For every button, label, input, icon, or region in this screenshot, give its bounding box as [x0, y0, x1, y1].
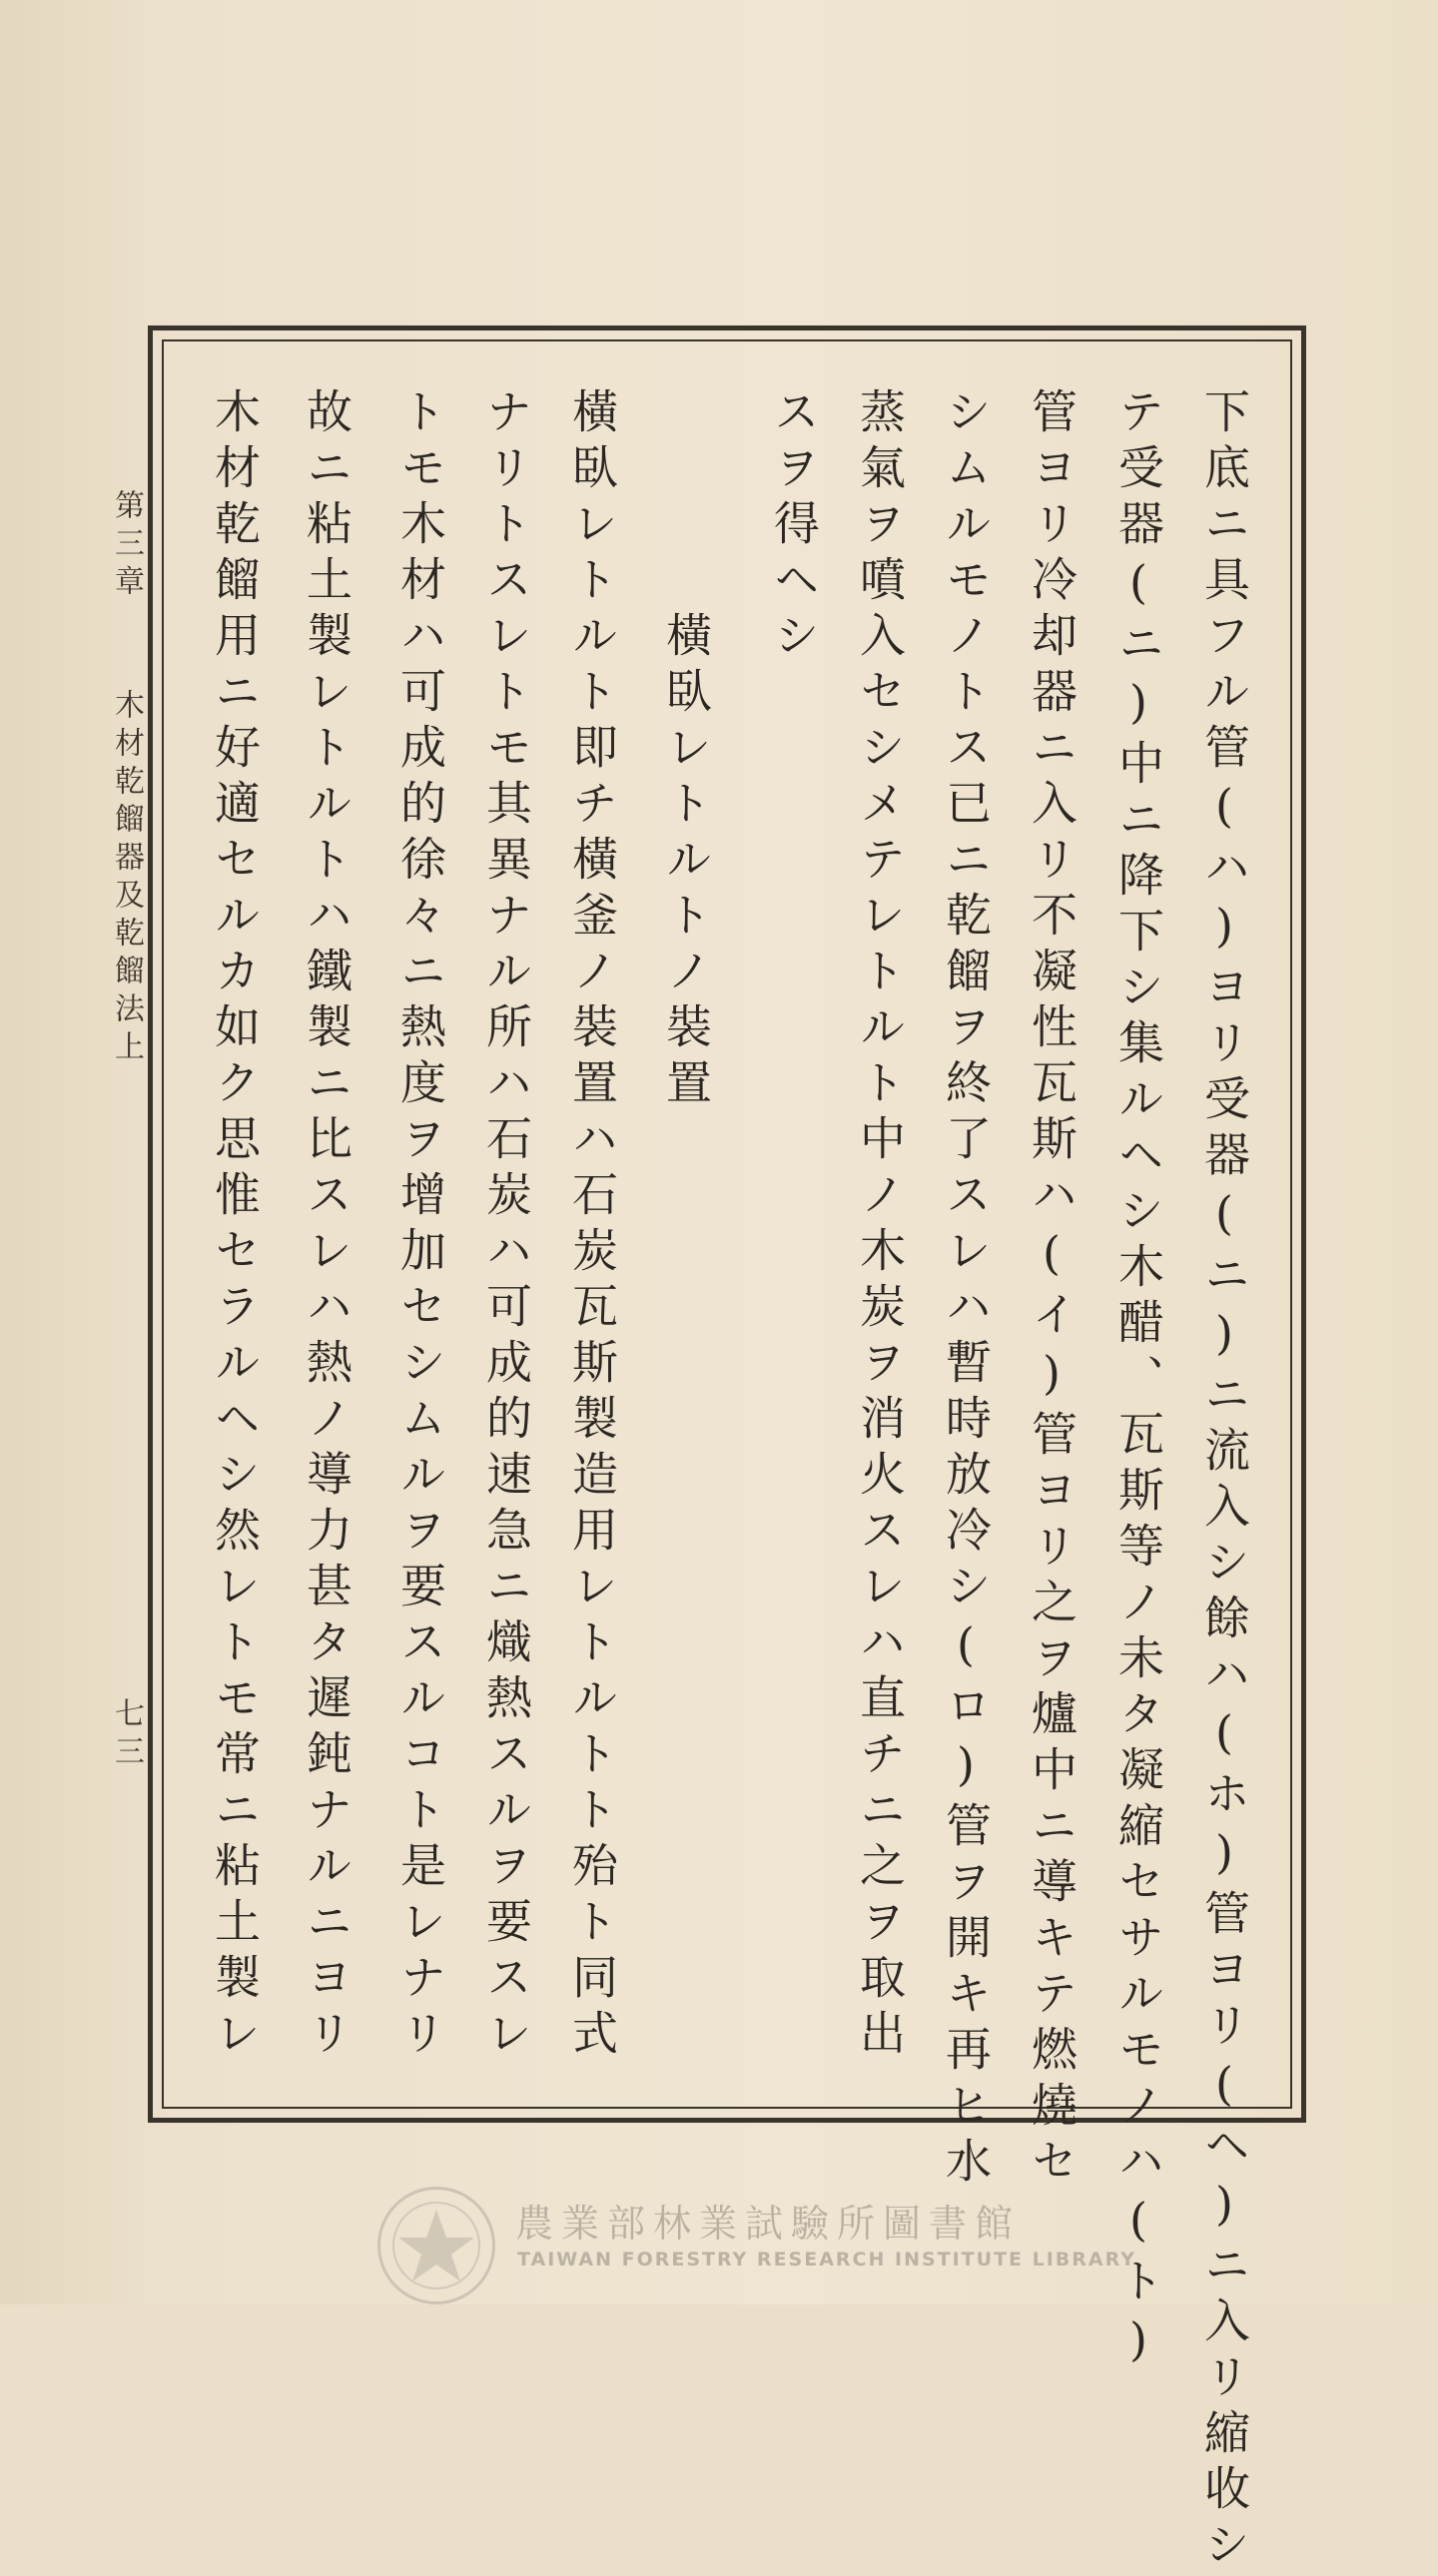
text-column-6: スヲ得ヘシ [767, 387, 821, 667]
seal-inner-ring [392, 2202, 480, 2289]
text-column-1: 下底ニ具フル管(ハ)ヨリ受器(ニ)ニ流入シ餘ハ(ホ)管ヨリ(ヘ)ニ入リ縮收シ [1197, 387, 1251, 2576]
text-column-11: 故ニ粘土製レトルトハ鐵製ニ比スレハ熱ノ導力甚タ遲鈍ナルニヨリ [300, 387, 354, 2065]
text-column-3: 管ヨリ冷却器ニ入リ不凝性瓦斯ハ(イ)管ヨリ之ヲ爐中ニ導キテ燃燒セ [1025, 387, 1078, 2193]
library-name-en: TAIWAN FORESTRY RESEARCH INSTITUTE LIBRARY [517, 2249, 1136, 2270]
page-number: 七三 [109, 1697, 144, 1773]
text-column-12: 木材乾餾用ニ好適セルカ如ク思惟セラルヘシ然レトモ常ニ粘土製レ [208, 387, 262, 2065]
library-seal-icon [377, 2187, 495, 2304]
text-column-9: ナリトスレトモ其異ナル所ハ石炭ハ可成的速急ニ熾熱スルヲ要スレ [479, 387, 533, 2065]
text-column-4: シムルモノトス已ニ乾餾ヲ終了スレハ暫時放冷シ(ロ)管ヲ開キ再ヒ水 [939, 387, 993, 2193]
running-header-title: 木材乾餾器及乾餾法上 [109, 689, 144, 1068]
star-emblem-icon [394, 2204, 478, 2287]
text-column-8: 橫臥レトルト即チ橫釜ノ裝置ハ石炭瓦斯製造用レトルトト殆ト同式 [565, 387, 619, 2065]
library-name: 農業部林業試驗所圖書館 [515, 2202, 1022, 2246]
running-header-chapter: 第三章 [109, 489, 144, 603]
text-column-10: トモ木材ハ可成的徐々ニ熱度ヲ增加セシムルヲ要スルコト是レナリ [393, 387, 447, 2065]
text-column-5: 蒸氣ヲ噴入セシメテレトルト中ノ木炭ヲ消火スレハ直チニ之ヲ取出 [853, 387, 907, 2065]
text-column-2: テ受器(ニ)中ニ降下シ集ルヘシ木醋、瓦斯等ノ未タ凝縮セサルモノハ(ト) [1111, 387, 1165, 2376]
section-heading: 橫臥レトルトノ裝置 [659, 611, 713, 1114]
